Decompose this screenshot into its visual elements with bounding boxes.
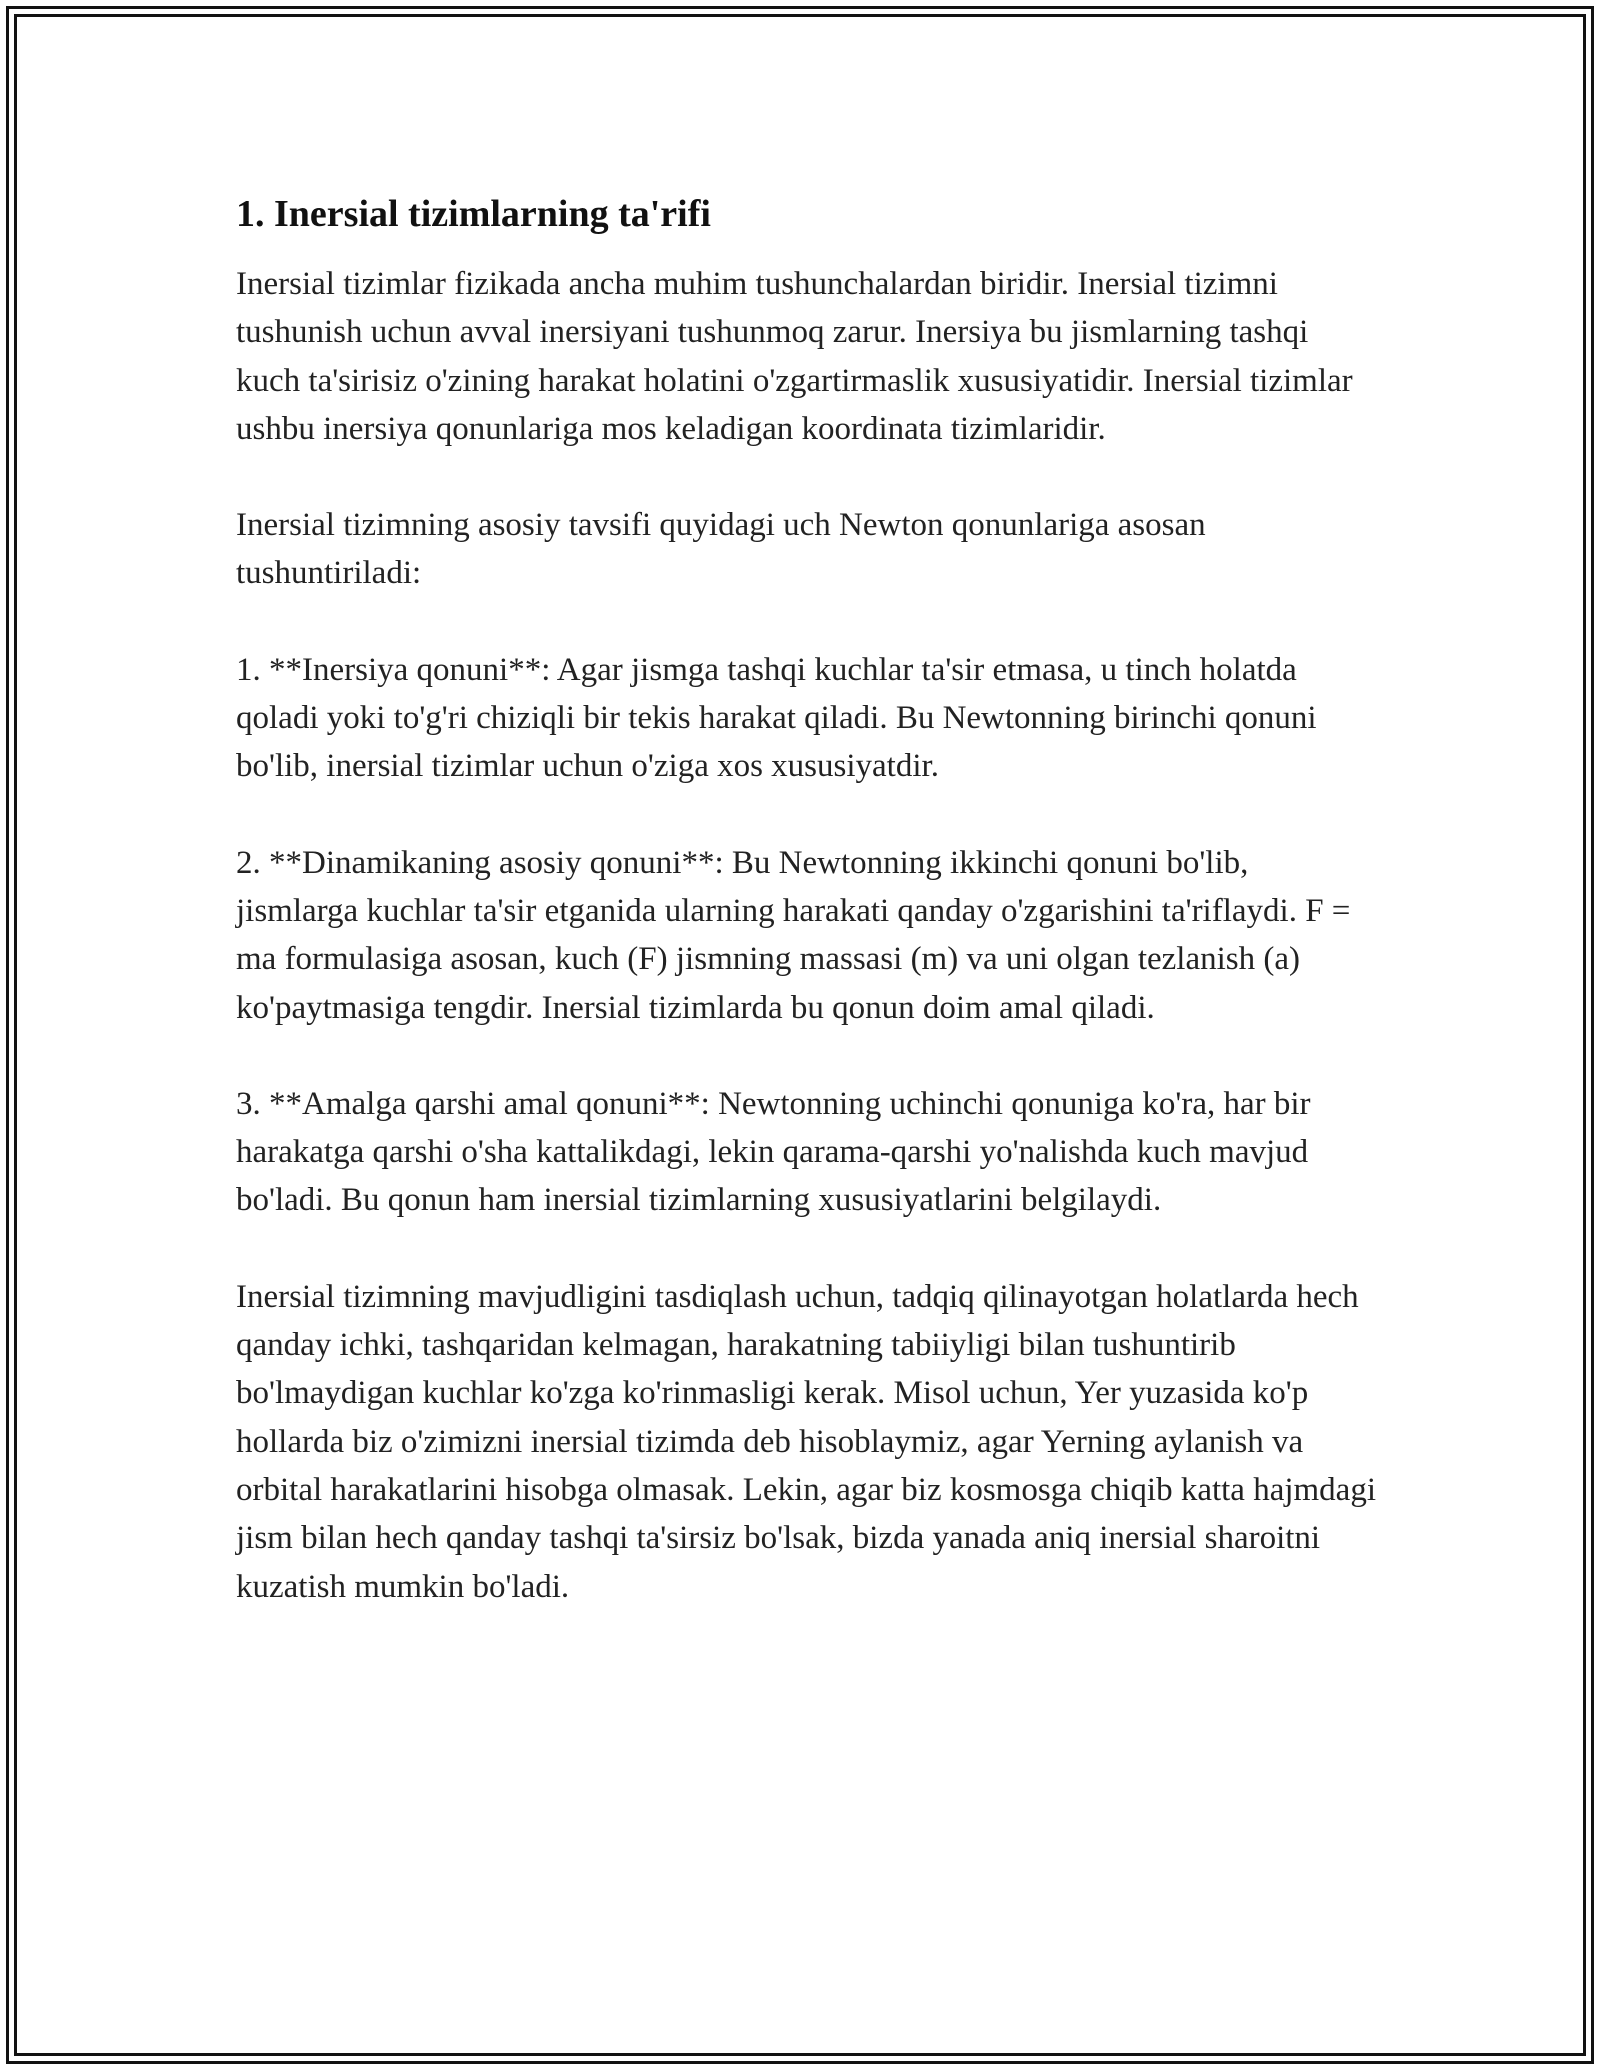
paragraph-law-1: 1. **Inersiya qonuni**: Agar jismga tashqi kuchlar ta'sir etmasa, u tinch holatda qoladi yoki to'g'ri chiziqli bir tekis harakat qiladi. Bu Newtonning birinchi qonuni bo'lib, inersial tizimlar uchun o'ziga xos xususiyatdir. xyxy=(236,651,1317,785)
section-title: 1. Inersial tizimlarning ta'rifi xyxy=(236,193,711,235)
document-body xyxy=(236,186,1376,1659)
paragraph-law-2: 2. **Dinamikaning asosiy qonuni**: Bu Newtonning ikkinchi qonuni bo'lib, jismlarga kuchlar ta'sir etganida ularning harakati qanday o'zgarishini ta'riflaydi. F = ma formulasiga asosan, kuch (F) jismning massasi (m) va uni olgan tezlanish (a) ko'paytmasiga tengdir. Inersial tizimlarda bu qonun doim amal qiladi. xyxy=(236,844,1351,1026)
paragraph-intro: Inersial tizimlar fizikada ancha muhim tushunchalardan biridir. Inersial tizimni tushunish uchun avval inersiyani tushunmoq zarur. Inersiya bu jismlarning tashqi kuch ta'sirisiz o'zining harakat holatini o'zgartirmaslik xususiyatidir. Inersial tizimlar ushbu inersiya qonunlariga mos keladigan koordinata tizimlaridir. xyxy=(236,266,1353,447)
paragraph-law-3: 3. **Amalga qarshi amal qonuni**: Newtonning uchinchi qonuniga ko'ra, har bir harakatga qarshi o'sha kattalikdagi, lekin qarama-qarshi yo'nalishda kuch mavjud bo'ladi. Bu qonun ham inersial tizimlarning xususiyatlarini belgilaydi. xyxy=(236,1085,1311,1219)
paragraph-conclusion: Inersial tizimning mavjudligini tasdiqlash uchun, tadqiq qilinayotgan holatlarda hech qanday ichki, tashqaridan kelmagan, harakatning tabiiyligi bilan tushuntirib bo'lmaydigan kuchlar ko'zga ko'rinmasligi kerak. Misol uchun, Yer yuzasida ko'p hollarda biz o'zimizni inersial tizimda deb hisoblaymiz, agar Yerning aylanish va orbital harakatlarini hisobga olmasak. Lekin, agar biz kosmosga chiqib katta hajmdagi jism bilan hech qanday tashqi ta'sirsiz bo'lsak, bizda yanada aniq inersial sharoitni kuzatish mumkin bo'ladi. xyxy=(236,1278,1376,1605)
paragraph-newton-summary: Inersial tizimning asosiy tavsifi quyidagi uch Newton qonunlariga asosan tushuntiriladi: xyxy=(236,507,1206,592)
